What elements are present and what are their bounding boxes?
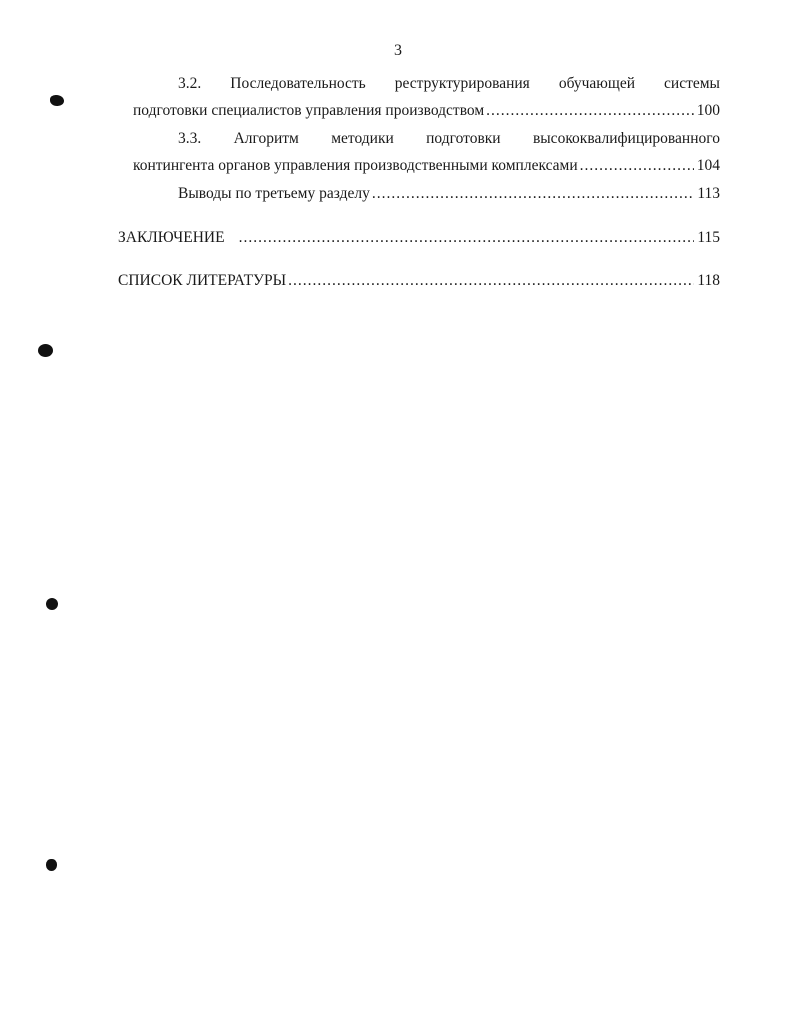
- toc-entry-3-3-number: 3.3.: [178, 130, 202, 147]
- toc-entry-conclusions-3-title: Выводы по третьему разделу: [178, 185, 370, 202]
- toc-entry-3-2-number: 3.2.: [178, 75, 202, 92]
- toc-entry-references-title: СПИСОК ЛИТЕРАТУРЫ: [118, 272, 287, 289]
- toc-entry-3-2-word: Последовательность: [230, 75, 366, 92]
- scan-blot: [38, 344, 53, 357]
- toc-entry-3-2-word: реструктурирования: [394, 75, 530, 92]
- toc-entry-3-2-line2: [133, 101, 720, 121]
- toc-entry-references-page: 118: [697, 272, 720, 289]
- toc-entry-references: [118, 271, 720, 291]
- toc-entry-conclusion: [118, 228, 720, 248]
- dot-leader: [239, 228, 695, 248]
- toc-entry-conclusions-3-page: 113: [697, 185, 720, 202]
- dot-leader: [372, 184, 694, 204]
- dot-leader: [288, 271, 694, 291]
- toc-entry-conclusion-page: 115: [697, 229, 720, 246]
- toc-entry-3-3-word: подготовки: [426, 130, 501, 147]
- dot-leader: [580, 156, 694, 176]
- toc-entry-conclusions-3: [178, 184, 720, 204]
- toc-entry-3-2-line1: [178, 74, 720, 94]
- toc-entry-3-2-word: системы: [664, 75, 720, 92]
- toc-entry-3-3-word: высококвалифицированного: [532, 130, 720, 147]
- toc-entry-3-3-word: Алгоритм: [233, 130, 299, 147]
- toc-entry-3-3-line1: [178, 129, 720, 149]
- page-number: 3: [394, 42, 402, 59]
- toc-entry-3-2-title: подготовки специалистов управления производством: [133, 102, 485, 119]
- dot-leader: [486, 101, 694, 121]
- toc-entry-3-2-word: обучающей: [558, 75, 635, 92]
- toc-entry-3-3-title: контингента органов управления производственными комплексами: [133, 157, 578, 174]
- toc-entry-3-2-page: 100: [696, 102, 720, 119]
- scan-blot: [50, 95, 64, 106]
- scan-blot: [46, 598, 58, 610]
- toc-entry-3-3-page: 104: [696, 157, 720, 174]
- toc-entry-conclusion-title: ЗАКЛЮЧЕНИЕ: [118, 229, 225, 246]
- toc-entry-3-3-line2: [133, 156, 720, 176]
- toc-entry-3-3-word: методики: [331, 130, 394, 147]
- scan-blot: [46, 859, 57, 871]
